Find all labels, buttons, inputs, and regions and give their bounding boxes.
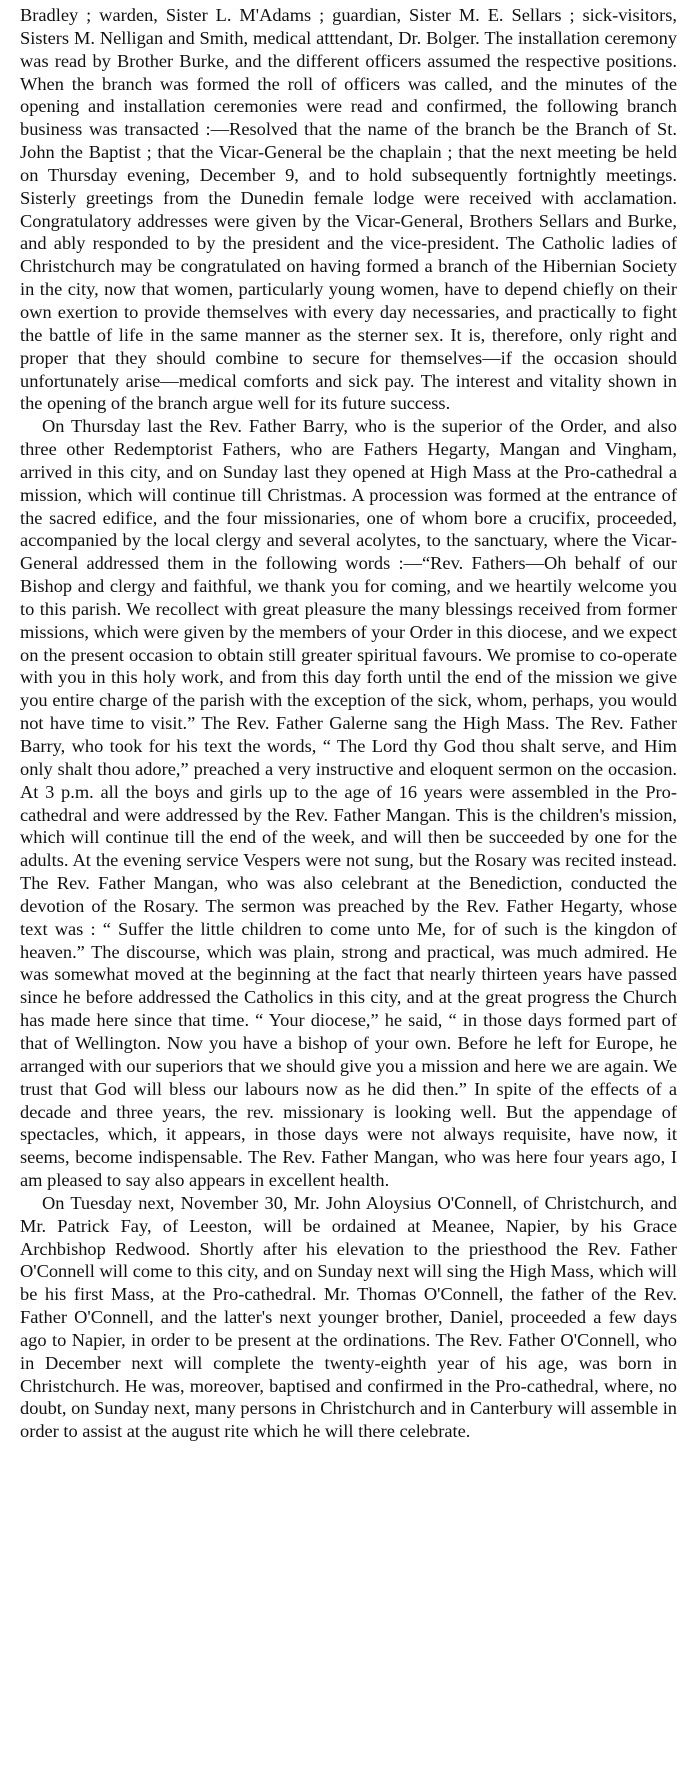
paragraph-ordination-notice: On Tuesday next, November 30, Mr. John Aloysius O'Connell, of Christchurch, and Mr. Patrick Fay, of Leeston, will be ordained at Meanee, Napier, by his Grace Archbishop Redwood. Shortly after his elevation to the priesthood the Rev. Father O'Connell will come to this city, and on Sunday next will sing the High Mass, which will be his first Mass, at the Pro-cathedral. Mr. Thomas O'Connell, the father of the Rev. Father O'Connell, and the latter's next younger brother, Daniel, proceeded a few days ago to Napier, in order to be present at the ordinations. The Rev. Father O'Connell, who in December next will complete the twenty-eighth year of his age, was born in Christchurch. He was, moreover, baptised and confirmed in the Pro-cathedral, where, no doubt, on Sunday next, many persons in Christchurch and in Canterbury will assemble in order to assist at the august rite which he will there celebrate. [20, 1192, 677, 1442]
paragraph-hibernian-branch: Bradley ; warden, Sister L. M'Adams ; guardian, Sister M. E. Sellars ; sick-visitors, Sisters M. Nelligan and Smith, medical atttendant, Dr. Bolger. The installation ceremony was read by Brother Burke, and the different officers assumed the respective positions. When the branch was formed the roll of officers was called, and the minutes of the opening and installation ceremonies were read and confirmed, the following branch business was transacted :—Resolved that the name of the branch be the Branch of St. John the Baptist ; that the Vicar-General be the chaplain ; that the next meeting be held on Thursday evening, December 9, and to hold subsequently fortnightly meetings. Sisterly greetings from the Dunedin female lodge were received with acclamation. Congratulatory addresses were given by the Vicar-General, Brothers Sellars and Burke, and ably responded to by the president and the vice-president. The Catholic ladies of Christchurch may be congratulated on having formed a branch of the Hibernian Society in the city, now that women, particularly young women, have to depend chiefly on their own exertion to provide themselves with every day necessaries, and practically to fight the battle of life in the same manner as the sterner sex. It is, therefore, only right and proper that they should combine to secure for themselves—if the occasion should unfortunately arise—medical comforts and sick pay. The interest and vitality shown in the opening of the branch argue well for its future success. [20, 5, 677, 414]
paragraph-redemptorist-mission: On Thursday last the Rev. Father Barry, who is the superior of the Order, and also three other Redemptorist Fathers, who are Fathers Hegarty, Mangan and Vingham, arrived in this city, and on Sunday last they opened at High Mass at the Pro-cathedral a mission, which will continue till Christmas. A procession was formed at the entrance of the sacred edifice, and the four missionaries, one of whom bore a crucifix, proceeded, accompanied by the local clergy and several acolytes, to the sanctuary, where the Vicar-General addressed them in the following words :—“Rev. Fathers—Oh behalf of our Bishop and clergy and faithful, we thank you for coming, and we heartily welcome you to this parish. We recollect with great pleasure the many blessings received from former missions, which were given by the members of your Order in this diocese, and we expect on the present occasion to obtain still greater spiritual favours. We promise to co-operate with you in this holy work, and from this day forth until the end of the mission we give you entire charge of the parish with the exception of the sick, whom, perhaps, you would not have time to visit.” The Rev. Father Galerne sang the High Mass. The Rev. Father Barry, who took for his text the words, “ The Lord thy God thou shalt serve, and Him only shalt thou adore,” preached a very instructive and eloquent sermon on the occasion. At 3 p.m. all the boys and girls up to the age of 16 years were assembled in the Pro-cathedral and were addressed by the Rev. Father Mangan. This is the children's mission, which will continue till the end of the week, and will then be succeeded by one for the adults. At the evening service Vespers were not sung, but the Rosary was recited instead. The Rev. Father Mangan, who was also celebrant at the Benediction, conducted the devotion of the Rosary. The sermon was preached by the Rev. Father Hegarty, whose text was : “ Suffer the little children to come unto Me, for of such is the kingdon of heaven.” The discourse, which was plain, strong and practical, was much admired. He was somewhat moved at the beginning at the fact that nearly thirteen years have passed since he before addressed the Catholics in this city, and at the great progress the Church has made here since that time. “ Your diocese,” he said, “ in those days formed part of that of Wellington. Now you have a bishop of your own. Before he left for Europe, he arranged with our superiors that we should give you a mission and here we are again. We trust that God will bless our labours now as he did then.” In spite of the effects of a decade and three years, the rev. missionary is looking well. But the appendage of spectacles, which, it appears, in those days were not always requisite, have now, it seems, become indispensable. The Rev. Father Mangan, who was here four years ago, I am pleased to say also appears in excellent health. [20, 416, 677, 1191]
